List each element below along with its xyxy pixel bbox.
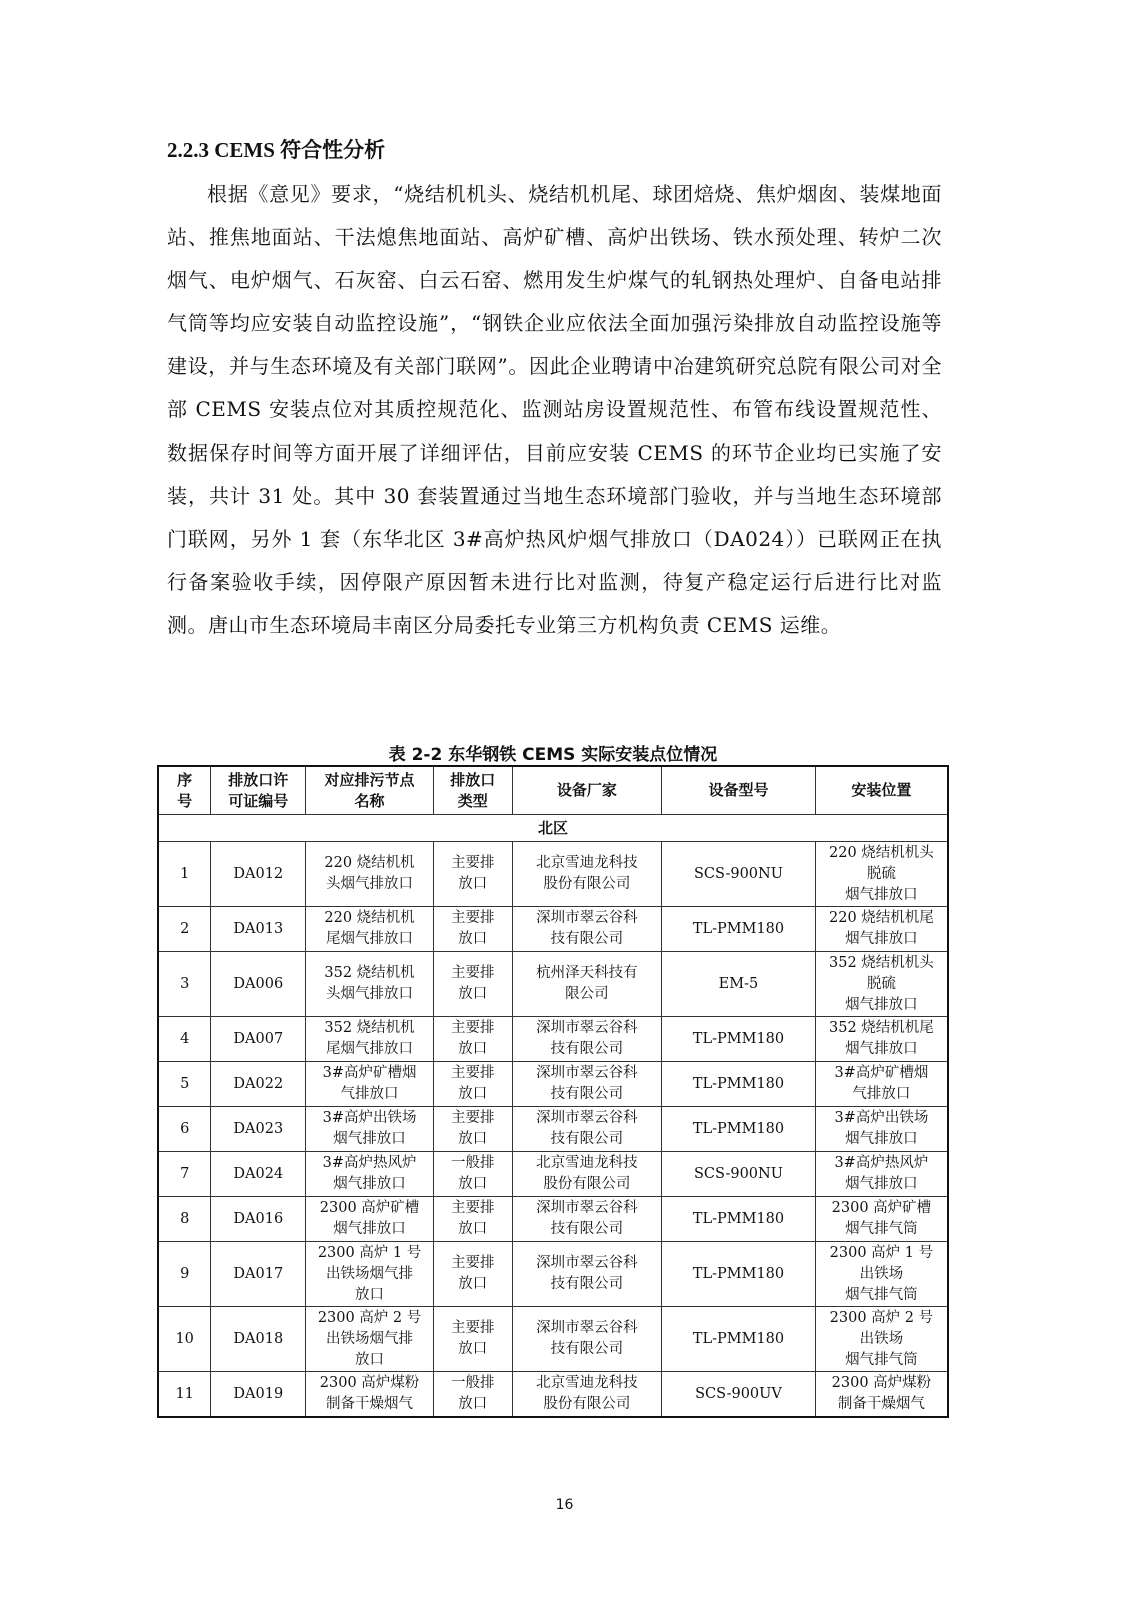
table-cell: TL-PMM180 xyxy=(662,1197,816,1242)
table-cell: SCS-900NU xyxy=(662,1152,816,1197)
table-cell: 1 xyxy=(158,842,211,907)
table-caption: 表 2-2 东华钢铁 CEMS 实际安装点位情况 xyxy=(388,745,718,765)
table-cell: TL-PMM180 xyxy=(662,1307,816,1372)
table-cell: 一般排 放口 xyxy=(433,1152,512,1197)
table-cell: 主要排 放口 xyxy=(433,952,512,1017)
table-cell: 2 xyxy=(158,907,211,952)
table-cell: 北京雪迪龙科技 股份有限公司 xyxy=(512,1372,661,1418)
table-cell: 9 xyxy=(158,1242,211,1307)
table-row xyxy=(158,1242,948,1307)
table-cell: DA012 xyxy=(211,842,306,907)
table-cell: 7 xyxy=(158,1152,211,1197)
table-cell: EM-5 xyxy=(662,952,816,1017)
table-cell: 主要排 放口 xyxy=(433,1062,512,1107)
section-row xyxy=(158,815,948,842)
table-cell: 3#高炉出铁场 烟气排放口 xyxy=(306,1107,434,1152)
table-cell: 3#高炉热风炉 烟气排放口 xyxy=(306,1152,434,1197)
table-cell: 3#高炉矿槽烟 气排放口 xyxy=(815,1062,948,1107)
table-cell: 2300 高炉煤粉 制备干燥烟气 xyxy=(306,1372,434,1418)
table-cell: DA024 xyxy=(211,1152,306,1197)
table-cell: 352 烧结机机尾 烟气排放口 xyxy=(815,1017,948,1062)
table-cell: SCS-900NU xyxy=(662,842,816,907)
table-cell: 北京雪迪龙科技 股份有限公司 xyxy=(512,842,661,907)
table-cell: 2300 高炉 2 号 出铁场 烟气排气筒 xyxy=(815,1307,948,1372)
table-cell: 3#高炉热风炉 烟气排放口 xyxy=(815,1152,948,1197)
table-cell: 10 xyxy=(158,1307,211,1372)
table-cell: TL-PMM180 xyxy=(662,1242,816,1307)
table-row xyxy=(158,1197,948,1242)
table-row xyxy=(158,842,948,907)
table-cell: 主要排 放口 xyxy=(433,907,512,952)
table-cell: 220 烧结机机 尾烟气排放口 xyxy=(306,907,434,952)
table-cell: 深圳市翠云谷科 技有限公司 xyxy=(512,1307,661,1372)
header-cell: 安装位置 xyxy=(815,766,948,815)
table-cell: 3#高炉出铁场 烟气排放口 xyxy=(815,1107,948,1152)
table-row xyxy=(158,907,948,952)
header-cell: 排放口许 可证编号 xyxy=(211,766,306,815)
table-cell: 3#高炉矿槽烟 气排放口 xyxy=(306,1062,434,1107)
table-cell: 2300 高炉 1 号 出铁场 烟气排气筒 xyxy=(815,1242,948,1307)
table-cell: 主要排 放口 xyxy=(433,1107,512,1152)
header-cell: 排放口 类型 xyxy=(433,766,512,815)
table-cell: 深圳市翠云谷科 技有限公司 xyxy=(512,1242,661,1307)
table-cell: 深圳市翠云谷科 技有限公司 xyxy=(512,1017,661,1062)
table-cell: DA006 xyxy=(211,952,306,1017)
table-cell: 2300 高炉 1 号 出铁场烟气排 放口 xyxy=(306,1242,434,1307)
table-cell: 主要排 放口 xyxy=(433,1307,512,1372)
table-cell: 深圳市翠云谷科 技有限公司 xyxy=(512,1197,661,1242)
table-cell: 352 烧结机机 尾烟气排放口 xyxy=(306,1017,434,1062)
table-cell: 352 烧结机机 头烟气排放口 xyxy=(306,952,434,1017)
header-cell: 对应排污节点 名称 xyxy=(306,766,434,815)
header-cell: 序 号 xyxy=(158,766,211,815)
table-cell: 6 xyxy=(158,1107,211,1152)
table-row xyxy=(158,1152,948,1197)
table-cell: 主要排 放口 xyxy=(433,1017,512,1062)
table-row xyxy=(158,1017,948,1062)
table-cell: 2300 高炉煤粉 制备干燥烟气 xyxy=(815,1372,948,1418)
table-cell: 2300 高炉矿槽 烟气排气筒 xyxy=(815,1197,948,1242)
table-cell: 4 xyxy=(158,1017,211,1062)
table-cell: 深圳市翠云谷科 技有限公司 xyxy=(512,1062,661,1107)
table-row xyxy=(158,1107,948,1152)
table-cell: 220 烧结机机尾 烟气排放口 xyxy=(815,907,948,952)
table-cell: SCS-900UV xyxy=(662,1372,816,1418)
table-cell: TL-PMM180 xyxy=(662,1062,816,1107)
page-number: 16 xyxy=(555,1497,574,1513)
table-header-row xyxy=(158,766,948,815)
table-cell: 5 xyxy=(158,1062,211,1107)
header-cell: 设备型号 xyxy=(662,766,816,815)
table-cell: DA022 xyxy=(211,1062,306,1107)
table-cell: 8 xyxy=(158,1197,211,1242)
table-cell: 2300 高炉 2 号 出铁场烟气排 放口 xyxy=(306,1307,434,1372)
table-cell: 主要排 放口 xyxy=(433,1242,512,1307)
table-cell: 352 烧结机机头 脱硫 烟气排放口 xyxy=(815,952,948,1017)
table-cell: 220 烧结机机 头烟气排放口 xyxy=(306,842,434,907)
table-cell: 杭州泽天科技有 限公司 xyxy=(512,952,661,1017)
table-cell: 3 xyxy=(158,952,211,1017)
table-cell: 深圳市翠云谷科 技有限公司 xyxy=(512,1107,661,1152)
table-cell: DA016 xyxy=(211,1197,306,1242)
table-row xyxy=(158,1372,948,1418)
table-cell: 深圳市翠云谷科 技有限公司 xyxy=(512,907,661,952)
table-cell: 主要排 放口 xyxy=(433,1197,512,1242)
table-cell: DA007 xyxy=(211,1017,306,1062)
section-label: 北区 xyxy=(158,815,948,842)
table-cell: 2300 高炉矿槽 烟气排放口 xyxy=(306,1197,434,1242)
table-cell: DA017 xyxy=(211,1242,306,1307)
table-cell: DA023 xyxy=(211,1107,306,1152)
table-cell: TL-PMM180 xyxy=(662,1017,816,1062)
table-row xyxy=(158,1307,948,1372)
table-cell: 220 烧结机机头 脱硫 烟气排放口 xyxy=(815,842,948,907)
table-cell: TL-PMM180 xyxy=(662,907,816,952)
table-row xyxy=(158,952,948,1017)
table-cell: 11 xyxy=(158,1372,211,1418)
table-cell: DA013 xyxy=(211,907,306,952)
cems-table xyxy=(157,765,949,1418)
table-cell: 主要排 放口 xyxy=(433,842,512,907)
section-heading: 2.2.3 CEMS 符合性分析 xyxy=(167,138,386,162)
table-row xyxy=(158,1062,948,1107)
header-cell: 设备厂家 xyxy=(512,766,661,815)
table-cell: DA019 xyxy=(211,1372,306,1418)
table-cell: 北京雪迪龙科技 股份有限公司 xyxy=(512,1152,661,1197)
table-cell: DA018 xyxy=(211,1307,306,1372)
body-paragraph: 根据《意见》要求，“烧结机机头、烧结机机尾、球团焙烧、焦炉烟囱、装煤地面站、推焦地面站、干法熄焦地面站、高炉矿槽、高炉出铁场、铁水预处理、转炉二次烟气、电炉烟气、石灰窑、白云石窑、燃用发生炉煤气的轧钢热处理炉、自备电站排气筒等均应安装自动监控设施”，“钢铁企业应依法全面加强污染排放自动监控设施等建设，并与生态环境及有关部门联网”。因此企业聘请中冶建筑研究总院有限公司对全部 CEMS 安装点位对其质控规范化、监测站房设置规范性、布管布线设置规范性、数据保存时间等方面开展了详细评估，目前应安装 CEMS 的环节企业均已实施了安装，共计 31 处。其中 30 套装置通过当地生态环境部门验收，并与当地生态环境部门联网，另外 1 套（东华北区 3#高炉热风炉烟气排放口（DA024））已联网正在执行备案验收手续，因停限产原因暂未进行比对监测，待复产稳定运行后进行比对监测。唐山市生态环境局丰南区分局委托专业第三方机构负责 CEMS 运维。 xyxy=(167,182,942,637)
table-cell: 一般排 放口 xyxy=(433,1372,512,1418)
table-cell: TL-PMM180 xyxy=(662,1107,816,1152)
